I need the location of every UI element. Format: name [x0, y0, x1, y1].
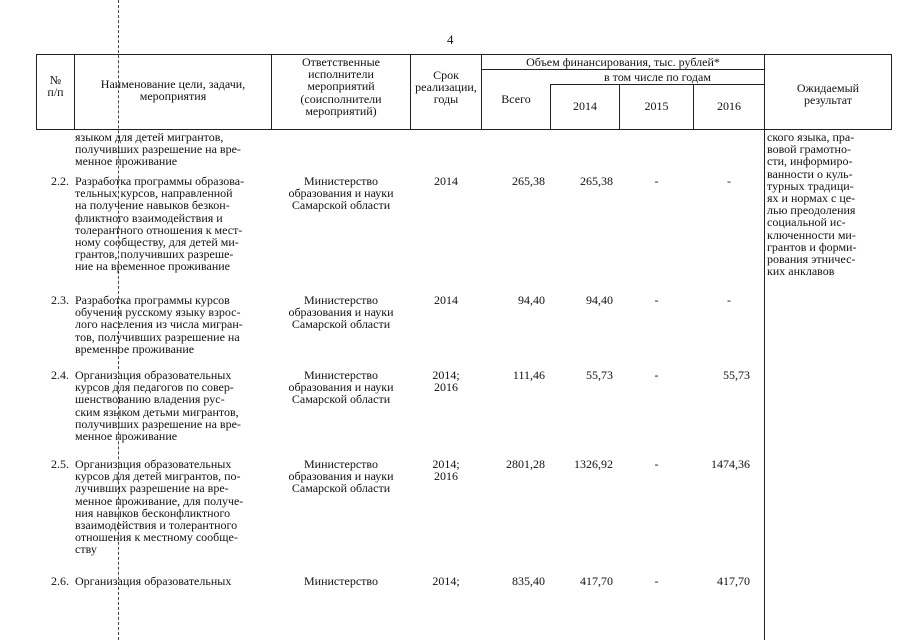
row-2015: - — [654, 574, 659, 588]
row-2014: 265,38 — [580, 174, 613, 188]
row-2016: 417,70 — [717, 574, 750, 588]
row-name: Разработка программы образова- тельных курсов, направленной на получение навыков безкон- фликтного взаимодействия и толерантного отношения к мест- ному сообществу, для детей ми- грантов, получивших разреше- ние на временное проживание — [75, 174, 245, 274]
expected-result-text: ского языка, пра- вовой грамотно- сти, информиро- ванности о куль- турных традици- ях и нормах с це- лью преодоления социальной ис- ключенности ми- грантов и форми- рования этничес- ких анклавов — [767, 130, 857, 279]
years-header-divider — [550, 84, 764, 85]
row-2015: - — [654, 368, 659, 382]
row-term: 2014; 2016 — [432, 457, 460, 484]
header-num: № п/п — [47, 73, 64, 100]
row-name: Организация образовательных — [75, 574, 232, 588]
row-term: 2014 — [434, 293, 458, 307]
row-2015: - — [654, 293, 659, 307]
row-number: 2.3. — [51, 293, 69, 307]
row-term: 2014 — [434, 174, 458, 188]
row-2016: 1474,36 — [711, 457, 750, 471]
row-number: 2.2. — [51, 174, 69, 188]
row-2015: - — [654, 174, 659, 188]
row-2015: - — [654, 457, 659, 471]
header-funding: Объем финансирования, тыс. рублей* — [526, 55, 720, 69]
row-2016: 55,73 — [723, 368, 750, 382]
header-year-2015: 2015 — [644, 99, 669, 113]
header-year-2014: 2014 — [573, 99, 597, 113]
row-executor: Министерство образования и науки Самарской области — [288, 457, 394, 496]
row-name: Организация образовательных курсов для педагогов по совер- шенствованию владения рус- ским языком детьми мигрантов, получивших разрешение на вре- менное проживание — [75, 368, 241, 444]
header-name: Наименование цели, задачи, мероприятия — [100, 77, 246, 104]
row-total: 94,40 — [518, 293, 545, 307]
continuation-text: языком для детей мигрантов, получивших разрешение на вре- менное проживание — [75, 130, 241, 169]
row-executor: Министерство образования и науки Самарской области — [288, 368, 394, 407]
header-result: Ожидаемый результат — [796, 81, 860, 108]
row-total: 2801,28 — [506, 457, 545, 471]
row-2016: - — [727, 293, 731, 307]
row-name: Разработка программы курсов обучения русскому языку взрос- лого населения из числа мигран- тов, получивших разрешение на временное проживание — [75, 293, 243, 356]
header-year-2016: 2016 — [717, 99, 741, 113]
row-2014: 94,40 — [586, 293, 613, 307]
row-number: 2.6. — [51, 574, 69, 588]
header-total: Всего — [501, 92, 531, 106]
header-by-years: в том числе по годам — [604, 70, 711, 84]
row-2014: 1326,92 — [574, 457, 613, 471]
row-number: 2.5. — [51, 457, 69, 471]
row-total: 111,46 — [512, 368, 545, 382]
row-executor: Министерство образования и науки Самарской области — [288, 174, 394, 213]
row-executor: Министерство образования и науки Самарской области — [288, 293, 394, 332]
row-total: 835,40 — [512, 574, 545, 588]
header-term: Срок реализации, годы — [415, 68, 477, 107]
row-name: Организация образовательных курсов для детей мигрантов, по- лучивших разрешение на вре- менное проживание, для получе- ния навыков бесконфликтного взаимодействия и толерантного отношения к местному сообще- ству — [75, 457, 244, 557]
table-right-border — [891, 54, 892, 130]
row-2014: 55,73 — [586, 368, 613, 382]
row-term: 2014; 2016 — [432, 368, 460, 395]
page-number: 4 — [447, 32, 454, 47]
row-term: 2014; — [432, 574, 460, 588]
header-executors: Ответственные исполнители мероприятий (соисполнители мероприятий) — [300, 55, 382, 118]
row-2014: 417,70 — [580, 574, 613, 588]
col-divider — [764, 54, 765, 640]
row-total: 265,38 — [512, 174, 545, 188]
row-2016: - — [727, 174, 731, 188]
row-executor: Министерство — [304, 574, 378, 588]
row-number: 2.4. — [51, 368, 69, 382]
